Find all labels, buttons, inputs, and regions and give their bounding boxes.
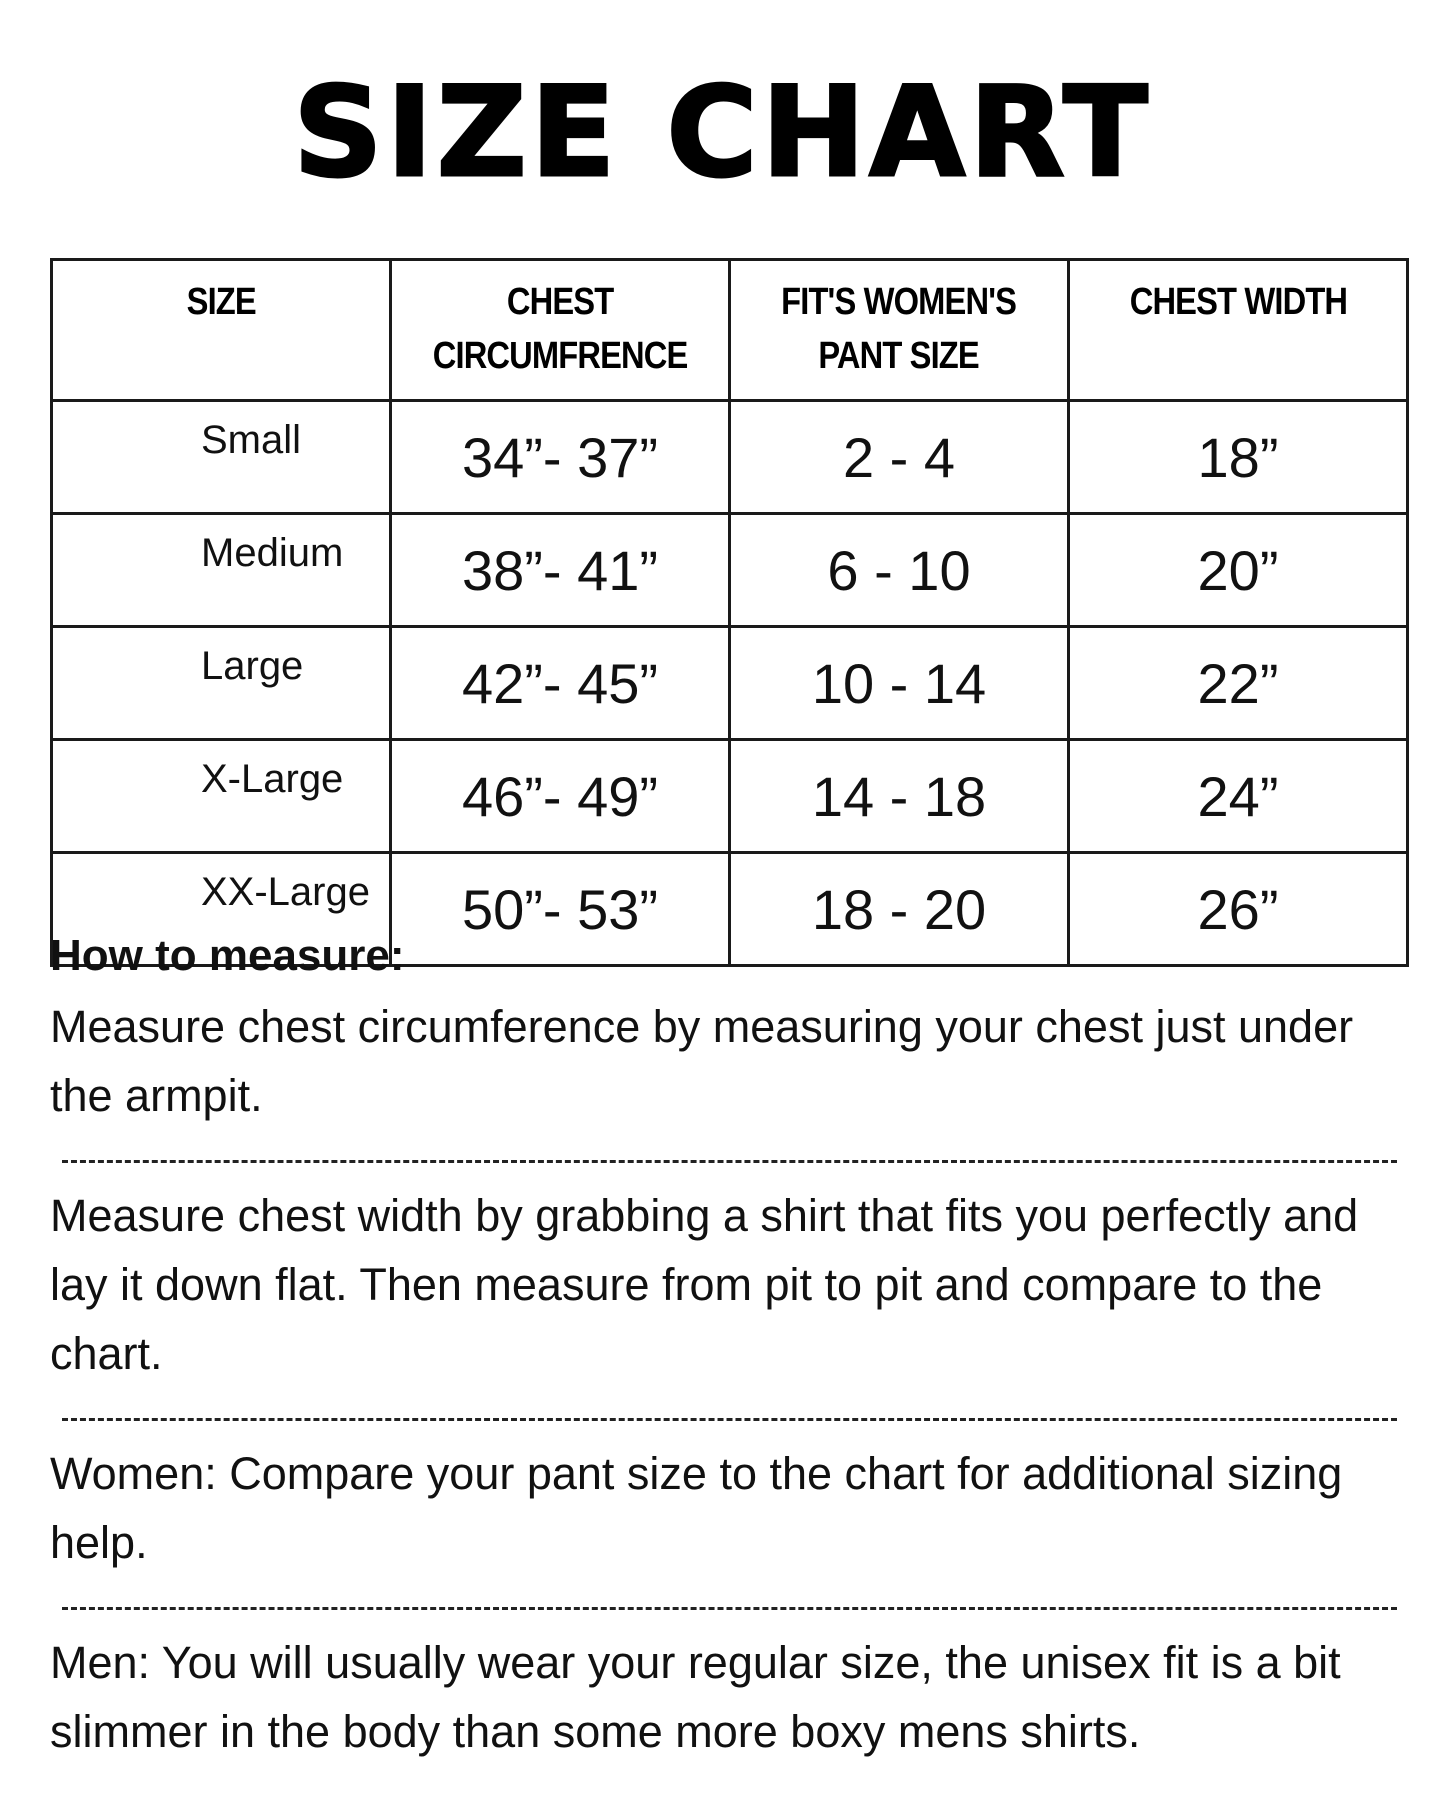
header-chest-circumference [391,260,730,401]
header-chest-width-label: CHEST WIDTH [1129,281,1347,323]
womens-pant-size-cell: 10 - 14 [730,627,1069,740]
size-cell: Small [52,401,391,514]
chest-width-cell: 18” [1069,401,1408,514]
chest-circumference-instruction: Measure chest circumference by measuring your chest just under the armpit. [50,1001,1354,1121]
womens-pant-size-cell: 18 - 20 [730,853,1069,966]
chest-circumference-cell: 50”- 53” [391,853,730,966]
chest-circumference-cell: 42”- 45” [391,627,730,740]
table-row [52,627,1408,740]
table-header-row [52,260,1408,401]
chest-width-cell: 26” [1069,853,1408,966]
dashed-divider [62,1607,1397,1610]
chest-width-instruction: Measure chest width by grabbing a shirt that fits you perfectly and lay it down flat. Then measure from pit to pit and compare to the chart. [50,1190,1359,1379]
chest-circumference-cell: 46”- 49” [391,740,730,853]
chest-width-cell: 24” [1069,740,1408,853]
womens-pant-size-cell: 14 - 18 [730,740,1069,853]
size-chart-table [50,258,1409,967]
size-cell: Medium [52,514,391,627]
header-womens-pant-size [730,260,1069,401]
women-sizing-instruction: Women: Compare your pant size to the chart for additional sizing help. [50,1448,1343,1568]
chest-width-cell: 22” [1069,627,1408,740]
page-title: SIZE CHART [293,61,1152,205]
size-cell: XX-Large [52,853,391,966]
womens-pant-size-cell: 2 - 4 [730,401,1069,514]
dashed-divider [62,1160,1397,1163]
size-cell: X-Large [52,740,391,853]
measure-instructions [50,928,1420,1766]
womens-pant-size-cell: 6 - 10 [730,514,1069,627]
chest-circumference-cell: 38”- 41” [391,514,730,627]
instructions-heading: How to measure: [50,931,405,980]
header-chest-circumference-label: CHEST CIRCUMFRENCE [432,281,688,377]
chest-circumference-cell: 34”- 37” [391,401,730,514]
header-chest-width [1069,260,1408,401]
dashed-divider [62,1418,1397,1421]
table-row [52,514,1408,627]
header-size [52,260,391,401]
men-sizing-instruction: Men: You will usually wear your regular size, the unisex fit is a bit slimmer in the body than some more boxy mens shirts. [50,1637,1341,1757]
chest-width-cell: 20” [1069,514,1408,627]
header-womens-pant-size-label: FIT'S WOMEN'S PANT SIZE [781,281,1017,377]
table-row [52,740,1408,853]
size-cell: Large [52,627,391,740]
header-size-label: SIZE [186,281,256,323]
table-row [52,401,1408,514]
